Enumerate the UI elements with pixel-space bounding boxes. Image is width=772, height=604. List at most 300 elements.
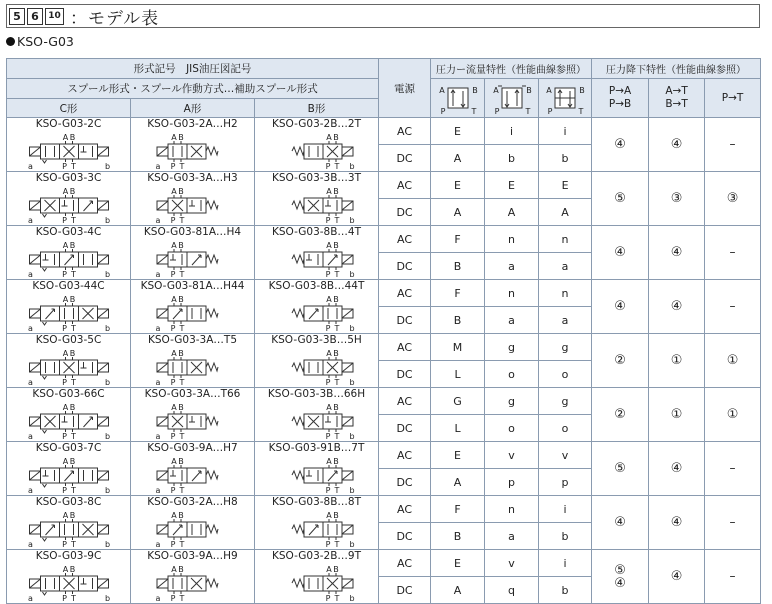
symbol-port-label: T bbox=[334, 162, 340, 171]
valve-box bbox=[41, 576, 60, 591]
drop-value: ④ bbox=[649, 496, 705, 550]
hydraulic-symbol-icon bbox=[7, 346, 131, 387]
flow-icon-3 bbox=[539, 79, 592, 118]
symbol-port-label: A bbox=[62, 187, 69, 196]
symbol-port-label: A bbox=[171, 241, 177, 250]
model-cell-b bbox=[255, 496, 379, 550]
model-code: KSO-G03-8B…4T bbox=[271, 226, 362, 238]
drop-value: ③ bbox=[705, 172, 761, 226]
flow-value: v bbox=[539, 442, 592, 469]
model-cell-c bbox=[7, 442, 131, 496]
symbol-port-label: B bbox=[333, 511, 339, 520]
symbol-port-label: P bbox=[170, 594, 176, 603]
drop-value: – bbox=[705, 550, 761, 604]
valve-box bbox=[304, 144, 323, 159]
flow-value: o bbox=[485, 361, 539, 388]
flow-value: b bbox=[539, 145, 592, 172]
flow-port-a: A bbox=[438, 86, 445, 95]
power-ac: AC bbox=[379, 172, 431, 199]
series-subtitle bbox=[6, 34, 74, 49]
flow-value: i bbox=[539, 118, 592, 145]
hydraulic-symbol-icon bbox=[255, 562, 379, 603]
symbol-port-label: A bbox=[171, 403, 177, 412]
symbol-port-label: a bbox=[155, 594, 161, 603]
hydraulic-symbol-icon bbox=[131, 454, 255, 495]
flow-port-t: T bbox=[525, 107, 530, 116]
hydraulic-symbol-icon bbox=[7, 130, 131, 171]
model-code: KSO-G03-8B…44T bbox=[268, 280, 365, 292]
symbol-port-label: A bbox=[62, 457, 69, 466]
hydraulic-symbol-icon bbox=[131, 508, 255, 549]
power-dc: DC bbox=[379, 577, 431, 604]
symbol-port-label: A bbox=[171, 565, 177, 574]
drop-value: – bbox=[705, 280, 761, 334]
flow-value: F bbox=[431, 280, 485, 307]
model-code: KSO-G03-91B…7T bbox=[268, 442, 365, 454]
valve-box bbox=[41, 144, 60, 159]
symbol-port-label: b bbox=[104, 432, 111, 441]
symbol-port-label: P bbox=[62, 162, 67, 171]
model-code: KSO-G03-8B…8T bbox=[271, 496, 362, 508]
model-code: KSO-G03-2A…H8 bbox=[147, 496, 238, 508]
symbol-port-label: T bbox=[334, 432, 340, 441]
valve-box bbox=[323, 522, 342, 537]
drop-value: ④ bbox=[649, 442, 705, 496]
power-ac: AC bbox=[379, 550, 431, 577]
symbol-port-label: P bbox=[325, 216, 331, 225]
section-box-10: 10 bbox=[45, 8, 64, 25]
section-box-6: 6 bbox=[27, 8, 43, 25]
symbol-port-label: B bbox=[178, 187, 184, 196]
model-cell-a bbox=[131, 388, 255, 442]
valve-box bbox=[304, 576, 323, 591]
symbol-port-label: b bbox=[104, 486, 111, 495]
model-code: KSO-G03-7C bbox=[35, 442, 102, 454]
symbol-port-label: B bbox=[178, 241, 184, 250]
power-dc: DC bbox=[379, 415, 431, 442]
model-cell-b bbox=[255, 388, 379, 442]
symbol-port-label: P bbox=[62, 432, 67, 441]
hydraulic-symbol-icon bbox=[255, 130, 379, 171]
hydraulic-symbol-icon bbox=[7, 238, 131, 279]
symbol-port-label: A bbox=[171, 457, 177, 466]
flow-value: a bbox=[485, 253, 539, 280]
symbol-port-label: b bbox=[104, 594, 111, 603]
hydraulic-symbol-icon bbox=[255, 292, 379, 333]
model-code: KSO-G03-2B…2T bbox=[271, 118, 362, 130]
symbol-port-label: T bbox=[179, 216, 185, 225]
model-code: KSO-G03-81A…H44 bbox=[140, 280, 245, 292]
model-code: KSO-G03-2B…9T bbox=[271, 550, 362, 562]
valve-box bbox=[168, 576, 187, 591]
symbol-port-label: P bbox=[325, 162, 331, 171]
flow-value: B bbox=[431, 307, 485, 334]
hydraulic-symbol-icon bbox=[131, 238, 255, 279]
flow-value: p bbox=[485, 469, 539, 496]
drop-value: ⑤ ④ bbox=[592, 550, 649, 604]
symbol-port-label: B bbox=[178, 457, 184, 466]
valve-box bbox=[323, 306, 342, 321]
flow-value: A bbox=[431, 577, 485, 604]
symbol-port-label: a bbox=[28, 270, 33, 279]
symbol-port-label: B bbox=[69, 187, 76, 196]
flow-value: b bbox=[539, 577, 592, 604]
symbol-port-label: a bbox=[28, 378, 33, 387]
symbol-port-label: P bbox=[325, 432, 331, 441]
model-cell-c bbox=[7, 118, 131, 172]
symbol-port-label: b bbox=[349, 162, 355, 171]
hydraulic-symbol-icon bbox=[255, 184, 379, 225]
symbol-port-label: T bbox=[71, 270, 76, 279]
model-table bbox=[6, 58, 761, 604]
hydraulic-symbol-icon bbox=[131, 130, 255, 171]
model-code: KSO-G03-9A…H9 bbox=[147, 550, 238, 562]
symbol-port-label: B bbox=[69, 133, 76, 142]
flow-value: i bbox=[539, 550, 592, 577]
valve-box bbox=[304, 360, 323, 375]
model-cell-a bbox=[131, 280, 255, 334]
symbol-port-label: B bbox=[178, 295, 184, 304]
symbol-port-label: B bbox=[333, 187, 339, 196]
drop-value: ④ bbox=[592, 118, 649, 172]
flow-value: B bbox=[431, 523, 485, 550]
model-code: KSO-G03-81A…H4 bbox=[143, 226, 242, 238]
symbol-port-label: T bbox=[71, 324, 76, 333]
model-cell-c bbox=[7, 496, 131, 550]
symbol-port-label: b bbox=[349, 216, 355, 225]
symbol-port-label: P bbox=[170, 324, 176, 333]
symbol-port-label: A bbox=[62, 295, 69, 304]
model-code: KSO-G03-3A…T5 bbox=[147, 334, 238, 346]
flow-port-p: P bbox=[440, 107, 445, 116]
flow-valve-box bbox=[502, 88, 522, 108]
header-drop-characteristic: 圧力降下特性（性能曲線参照） bbox=[592, 59, 761, 79]
header-drop-p-ab: P→A P→B bbox=[592, 79, 649, 118]
power-dc: DC bbox=[379, 253, 431, 280]
flow-value: A bbox=[539, 199, 592, 226]
symbol-port-label: A bbox=[326, 403, 332, 412]
flow-port-b: B bbox=[525, 86, 532, 95]
flow-value: F bbox=[431, 496, 485, 523]
symbol-port-label: T bbox=[334, 594, 340, 603]
bullet-icon bbox=[6, 37, 15, 46]
flow-value: b bbox=[539, 523, 592, 550]
model-cell-a bbox=[131, 172, 255, 226]
flow-value: M bbox=[431, 334, 485, 361]
symbol-port-label: A bbox=[326, 295, 332, 304]
flow-port-t: T bbox=[578, 107, 584, 116]
flow-value: A bbox=[431, 145, 485, 172]
flow-value: o bbox=[539, 415, 592, 442]
symbol-port-label: A bbox=[62, 511, 69, 520]
model-cell-c bbox=[7, 388, 131, 442]
model-cell-b bbox=[255, 280, 379, 334]
series-label: KSO-G03 bbox=[17, 34, 74, 49]
drop-value: ④ bbox=[592, 226, 649, 280]
symbol-port-label: B bbox=[333, 565, 339, 574]
drop-value: ② bbox=[592, 388, 649, 442]
power-dc: DC bbox=[379, 361, 431, 388]
power-ac: AC bbox=[379, 388, 431, 415]
symbol-port-label: T bbox=[71, 594, 76, 603]
symbol-port-label: b bbox=[349, 324, 355, 333]
model-code: KSO-G03-5C bbox=[35, 334, 102, 346]
symbol-port-label: B bbox=[178, 349, 184, 358]
symbol-port-label: A bbox=[171, 349, 177, 358]
symbol-port-label: a bbox=[155, 378, 161, 387]
flow-value: b bbox=[485, 145, 539, 172]
flow-value: p bbox=[539, 469, 592, 496]
valve-box bbox=[41, 360, 60, 375]
symbol-port-label: B bbox=[333, 403, 339, 412]
flow-valve-box bbox=[448, 88, 468, 108]
flow-value: a bbox=[485, 523, 539, 550]
symbol-port-label: b bbox=[104, 540, 111, 549]
symbol-port-label: b bbox=[104, 324, 111, 333]
symbol-port-label: A bbox=[326, 565, 332, 574]
valve-box bbox=[187, 306, 206, 321]
header-col-a: A形 bbox=[131, 99, 255, 118]
hydraulic-symbol-icon bbox=[255, 508, 379, 549]
hydraulic-symbol-icon bbox=[255, 400, 379, 441]
hydraulic-symbol-icon bbox=[131, 184, 255, 225]
flow-value: A bbox=[485, 199, 539, 226]
flow-value: G bbox=[431, 388, 485, 415]
title-bar bbox=[6, 4, 760, 28]
drop-value: ③ bbox=[649, 172, 705, 226]
power-dc: DC bbox=[379, 523, 431, 550]
flow-value: a bbox=[539, 307, 592, 334]
flow-port-b: B bbox=[471, 86, 478, 95]
flow-value: L bbox=[431, 415, 485, 442]
flow-value: g bbox=[539, 334, 592, 361]
drop-value: ④ bbox=[649, 280, 705, 334]
flow-value: o bbox=[485, 415, 539, 442]
header-power: 電源 bbox=[379, 59, 431, 118]
symbol-port-label: B bbox=[69, 565, 76, 574]
model-cell-b bbox=[255, 334, 379, 388]
flow-value: E bbox=[485, 172, 539, 199]
header-drop-ab-t: A→T B→T bbox=[649, 79, 705, 118]
flow-value: A bbox=[431, 469, 485, 496]
flow-value: n bbox=[539, 226, 592, 253]
flow-value: E bbox=[431, 550, 485, 577]
symbol-port-label: a bbox=[155, 270, 161, 279]
symbol-port-label: b bbox=[104, 378, 111, 387]
symbol-port-label: P bbox=[325, 270, 331, 279]
drop-value: ④ bbox=[592, 280, 649, 334]
symbol-port-label: P bbox=[170, 162, 176, 171]
model-code: KSO-G03-3B…5H bbox=[271, 334, 362, 346]
header-flow-characteristic: 圧力ー流量特性（性能曲線参照） bbox=[431, 59, 592, 79]
symbol-port-label: P bbox=[62, 216, 67, 225]
symbol-port-label: B bbox=[69, 241, 76, 250]
model-cell-a bbox=[131, 442, 255, 496]
symbol-port-label: B bbox=[178, 403, 184, 412]
hydraulic-symbol-icon bbox=[255, 238, 379, 279]
symbol-port-label: T bbox=[71, 378, 76, 387]
power-ac: AC bbox=[379, 226, 431, 253]
hydraulic-symbol-icon bbox=[7, 292, 131, 333]
symbol-port-label: A bbox=[62, 241, 69, 250]
flow-value: q bbox=[485, 577, 539, 604]
model-code: KSO-G03-3A…H3 bbox=[147, 172, 238, 184]
symbol-port-label: B bbox=[178, 133, 184, 142]
power-ac: AC bbox=[379, 280, 431, 307]
drop-value: – bbox=[705, 118, 761, 172]
symbol-port-label: B bbox=[333, 133, 339, 142]
symbol-port-label: A bbox=[171, 187, 177, 196]
symbol-port-label: P bbox=[170, 540, 176, 549]
flow-value: E bbox=[539, 172, 592, 199]
model-code: KSO-G03-3C bbox=[35, 172, 102, 184]
symbol-port-label: T bbox=[334, 540, 340, 549]
flow-port-b: B bbox=[579, 86, 585, 95]
power-ac: AC bbox=[379, 118, 431, 145]
flow-value: i bbox=[485, 118, 539, 145]
valve-box bbox=[79, 252, 98, 267]
flow-value: o bbox=[539, 361, 592, 388]
symbol-port-label: B bbox=[69, 457, 76, 466]
model-cell-a bbox=[131, 334, 255, 388]
symbol-port-label: A bbox=[62, 349, 69, 358]
flow-value: E bbox=[431, 172, 485, 199]
flow-value: g bbox=[485, 388, 539, 415]
power-dc: DC bbox=[379, 469, 431, 496]
symbol-port-label: B bbox=[69, 295, 76, 304]
drop-value: – bbox=[705, 496, 761, 550]
valve-box bbox=[168, 144, 187, 159]
hydraulic-symbol-icon bbox=[255, 454, 379, 495]
model-code: KSO-G03-44C bbox=[32, 280, 105, 292]
symbol-port-label: a bbox=[28, 216, 33, 225]
symbol-port-label: T bbox=[179, 378, 185, 387]
symbol-port-label: A bbox=[326, 133, 332, 142]
symbol-port-label: a bbox=[28, 324, 33, 333]
flow-icon-2 bbox=[485, 79, 539, 118]
drop-value: ② bbox=[592, 334, 649, 388]
symbol-port-label: P bbox=[325, 594, 331, 603]
symbol-port-label: A bbox=[171, 295, 177, 304]
model-code: KSO-G03-9A…H7 bbox=[147, 442, 238, 454]
model-code: KSO-G03-3A…T66 bbox=[144, 388, 241, 400]
header-col-b: B形 bbox=[255, 99, 379, 118]
flow-value: E bbox=[431, 118, 485, 145]
valve-box bbox=[79, 468, 98, 483]
symbol-port-label: P bbox=[325, 486, 331, 495]
symbol-port-label: T bbox=[334, 324, 340, 333]
flow-port-p: P bbox=[494, 107, 499, 116]
model-cell-a bbox=[131, 550, 255, 604]
symbol-port-label: T bbox=[71, 486, 76, 495]
flow-value: n bbox=[485, 226, 539, 253]
flow-value: v bbox=[485, 442, 539, 469]
power-ac: AC bbox=[379, 334, 431, 361]
symbol-port-label: A bbox=[62, 403, 69, 412]
flow-port-p: P bbox=[547, 107, 553, 116]
symbol-port-label: T bbox=[71, 432, 76, 441]
model-cell-b bbox=[255, 226, 379, 280]
symbol-port-label: T bbox=[179, 270, 185, 279]
flow-value: A bbox=[431, 199, 485, 226]
symbol-port-label: T bbox=[179, 162, 185, 171]
symbol-port-label: b bbox=[104, 270, 111, 279]
flow-value: E bbox=[431, 442, 485, 469]
symbol-port-label: T bbox=[179, 486, 185, 495]
symbol-port-label: A bbox=[326, 457, 332, 466]
symbol-port-label: T bbox=[334, 270, 340, 279]
symbol-port-label: P bbox=[62, 594, 67, 603]
symbol-port-label: P bbox=[62, 486, 67, 495]
symbol-port-label: a bbox=[28, 162, 33, 171]
symbol-port-label: P bbox=[62, 324, 67, 333]
symbol-port-label: T bbox=[179, 324, 185, 333]
flow-value: B bbox=[431, 253, 485, 280]
symbol-port-label: A bbox=[326, 187, 332, 196]
power-dc: DC bbox=[379, 199, 431, 226]
symbol-port-label: a bbox=[28, 594, 33, 603]
flow-icon-1 bbox=[431, 79, 485, 118]
symbol-port-label: a bbox=[155, 486, 161, 495]
hydraulic-symbol-icon bbox=[7, 508, 131, 549]
header-spool-line: スプール形式・スプール作動方式…補助スプール形式 bbox=[7, 79, 379, 99]
symbol-port-label: T bbox=[71, 162, 76, 171]
flow-value: i bbox=[539, 496, 592, 523]
symbol-port-label: T bbox=[334, 216, 340, 225]
symbol-port-label: b bbox=[349, 432, 355, 441]
model-cell-c bbox=[7, 172, 131, 226]
symbol-port-label: B bbox=[178, 565, 184, 574]
valve-box bbox=[60, 306, 79, 321]
drop-value: ④ bbox=[649, 550, 705, 604]
drop-value: – bbox=[705, 226, 761, 280]
model-cell-b bbox=[255, 172, 379, 226]
symbol-port-label: P bbox=[62, 378, 67, 387]
symbol-port-label: T bbox=[334, 486, 340, 495]
symbol-port-label: P bbox=[170, 270, 176, 279]
symbol-port-label: P bbox=[170, 378, 176, 387]
section-box-5: 5 bbox=[9, 8, 25, 25]
flow-port-a: A bbox=[546, 86, 552, 95]
model-cell-b bbox=[255, 550, 379, 604]
model-code: KSO-G03-4C bbox=[35, 226, 102, 238]
symbol-port-label: B bbox=[333, 241, 339, 250]
symbol-port-label: P bbox=[325, 540, 331, 549]
drop-value: ① bbox=[649, 334, 705, 388]
symbol-port-label: T bbox=[71, 540, 76, 549]
header-col-c: C形 bbox=[7, 99, 131, 118]
flow-value: n bbox=[485, 280, 539, 307]
drop-value: ① bbox=[649, 388, 705, 442]
symbol-port-label: a bbox=[155, 324, 161, 333]
flow-value: F bbox=[431, 226, 485, 253]
symbol-port-label: B bbox=[69, 511, 76, 520]
drop-value: – bbox=[705, 442, 761, 496]
model-code: KSO-G03-9C bbox=[35, 550, 102, 562]
symbol-port-label: A bbox=[171, 511, 177, 520]
symbol-port-label: P bbox=[62, 270, 67, 279]
drop-value: ① bbox=[705, 334, 761, 388]
model-cell-c bbox=[7, 334, 131, 388]
model-code: KSO-G03-8C bbox=[35, 496, 102, 508]
symbol-port-label: P bbox=[325, 324, 331, 333]
symbol-port-label: P bbox=[62, 540, 67, 549]
symbol-port-label: b bbox=[349, 270, 355, 279]
hydraulic-symbol-icon bbox=[131, 292, 255, 333]
flow-value: n bbox=[485, 496, 539, 523]
symbol-port-label: b bbox=[349, 540, 355, 549]
symbol-port-label: T bbox=[334, 378, 340, 387]
